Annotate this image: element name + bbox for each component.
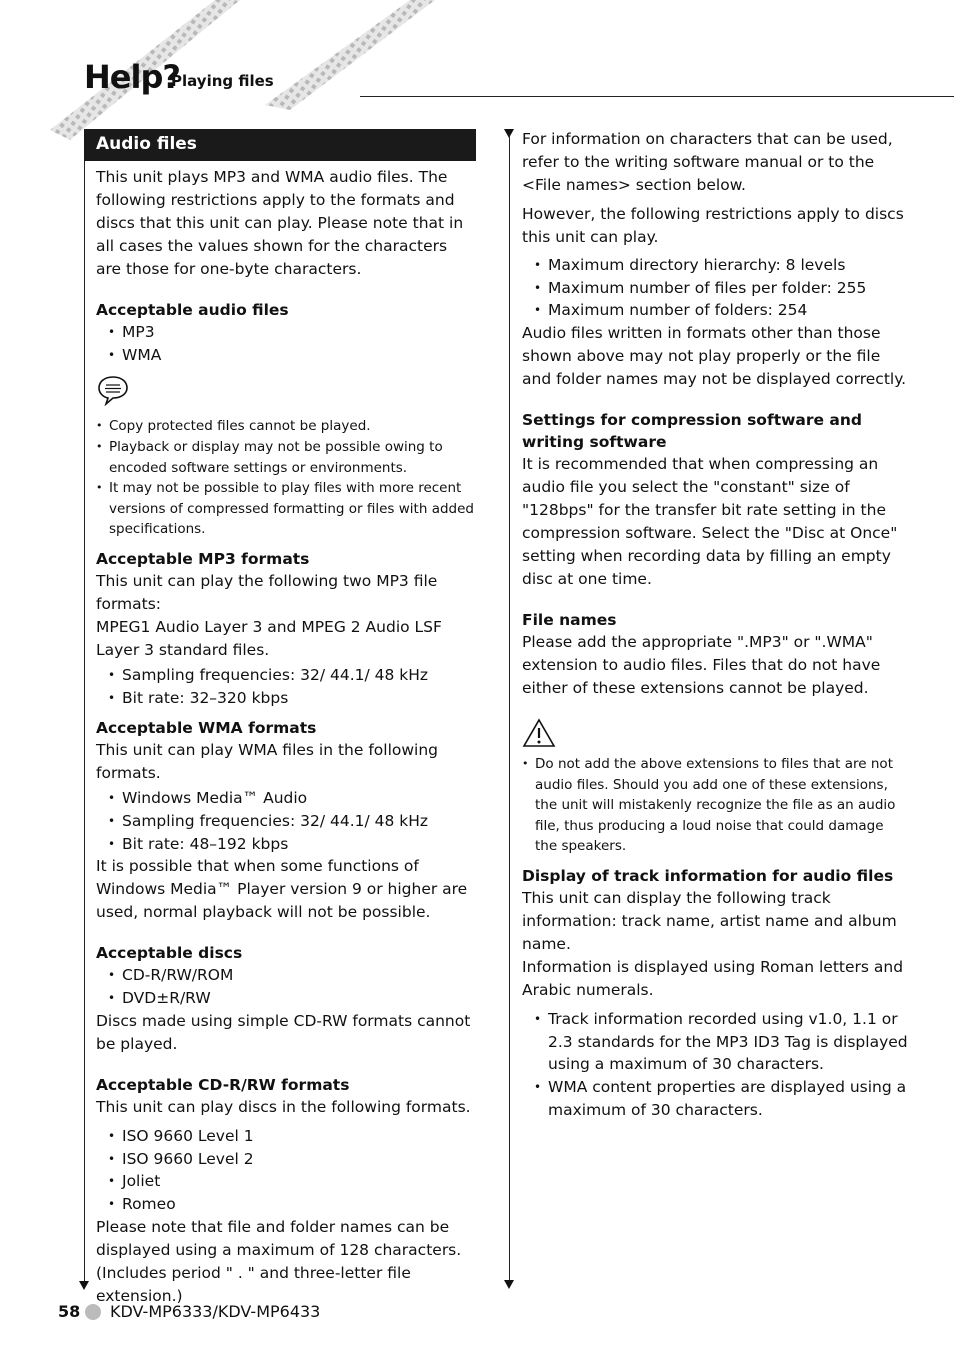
audio-files-list [96,321,476,366]
track-info-paragraph-1: This unit can display the following track information: track name, artist name and album name. [522,889,897,954]
right-column [522,128,908,1122]
footer-dot-icon [85,1304,101,1320]
list-item: • DVD±R/RW [96,987,476,1010]
list-item: • WMA [96,344,476,367]
list-item: • Do not add the above extensions to files that are not audio files. Should you add one of these extensions, the unit will mistakenly recognize the file as an audio file, thus producing a loud noise that could damage the speakers. [522,754,908,857]
list-item: • Bit rate: 32–320 kbps [96,687,476,710]
caution-list [522,754,908,857]
track-info-paragraph-2: Information is displayed using Roman letters and Arabic numerals. [522,958,904,1000]
intro-paragraph: This unit plays MP3 and WMA audio files. The following restrictions apply to the formats and discs that this unit can play. Please note that in all cases the values shown for the characters are those for one-byte characters. [96,168,464,278]
file-names-paragraph: Please add the appropriate ".MP3" or ".WMA" extension to audio files. Files that do not have either of these extensions cannot be played. [522,633,881,698]
limits-list [522,254,908,322]
list-item: • MP3 [96,321,476,344]
center-column-rule [509,134,510,1282]
list-item: • It may not be possible to play files with more recent versions of compressed formatting or files with added specifications. [96,478,476,540]
discs-list [96,964,476,1009]
page-header-subtitle: Playing files [171,72,274,90]
list-item: • Maximum directory hierarchy: 8 levels [522,254,908,277]
wma-paragraph-1: This unit can play WMA files in the following formats. [96,741,439,783]
list-item: • ISO 9660 Level 1 [96,1125,476,1148]
list-item: • WMA content properties are displayed using a maximum of 30 characters. [522,1076,908,1121]
wma-formats-heading: Acceptable WMA formats [96,719,317,738]
left-continue-arrow [79,1281,89,1290]
notes-list [96,416,476,540]
note-icon [96,374,476,414]
list-item: • Windows Media™ Audio [96,787,476,810]
left-column-rule [84,161,85,1283]
wma-paragraph-2: It is possible that when some functions of Windows Media™ Player version 9 or higher are used, normal playback will not be possible. [96,857,468,922]
discs-paragraph: Discs made using simple CD-RW formats cannot be played. [96,1011,471,1053]
model-name: KDV-MP6333/KDV-MP6433 [110,1302,321,1321]
track-info-list [522,1008,908,1122]
section-title-bar [84,129,476,161]
header-rule [360,96,954,97]
right-continue-arrow [504,1280,514,1289]
cdrw-formats-list [96,1125,476,1216]
restrictions-paragraph: However, the following restrictions apply to discs this unit can play. [522,205,904,246]
cdrw-paragraph-2: Please note that file and folder names can be displayed using a maximum of 128 characters. (Includes period " . " and three-letter file extension.) [96,1217,462,1305]
cdrw-paragraph-1: This unit can play discs in the following formats. [96,1097,471,1116]
mp3-paragraph-2: MPEG1 Audio Layer 3 and MPEG 2 Audio LSF Layer 3 standard files. [96,617,442,659]
track-info-heading: Display of track information for audio files [522,867,894,886]
audio-files-heading: Acceptable audio files [96,301,289,319]
compression-heading: Settings for compression software and writing software [522,411,863,452]
page-header-title: Help? [84,58,180,96]
formats-warning-paragraph: Audio files written in formats other than those shown above may not play properly or the file and folder names may not be displayed correctly. [522,324,907,389]
list-item: • Maximum number of files per folder: 255 [522,277,908,300]
mp3-formats-heading: Acceptable MP3 formats [96,549,310,568]
list-item: • Joliet [96,1170,476,1193]
wma-formats-list [96,787,476,855]
discs-heading: Acceptable discs [96,944,243,963]
list-item: • Sampling frequencies: 32/ 44.1/ 48 kHz [96,664,476,687]
list-item: • ISO 9660 Level 2 [96,1148,476,1171]
left-column [96,166,476,1308]
characters-paragraph: For information on characters that can be used, refer to the writing software manual or to the <File names> section below. [522,130,893,194]
mp3-paragraph-1: This unit can play the following two MP3 file formats: [96,571,438,613]
list-item: • Sampling frequencies: 32/ 44.1/ 48 kHz [96,810,476,833]
compression-paragraph: It is recommended that when compressing an audio file you select the "constant" size of "128bps" for the transfer bit rate setting in the compression software. Select the "Disc at Once" setting when recording data by filling an empty disc at one time. [522,455,898,589]
cdrw-formats-heading: Acceptable CD-R/RW formats [96,1075,350,1094]
file-names-heading: File names [522,611,617,630]
caution-icon [522,718,908,758]
page-number: 58 [58,1302,81,1321]
list-item: • CD-R/RW/ROM [96,964,476,987]
list-item: • Track information recorded using v1.0, 1.1 or 2.3 standards for the MP3 ID3 Tag is displayed using a maximum of 30 characters. [522,1008,908,1076]
list-item: • Playback or display may not be possible owing to encoded software settings or environments. [96,437,476,478]
list-item: • Romeo [96,1193,476,1216]
mp3-formats-list [96,664,476,709]
list-item: • Maximum number of folders: 254 [522,299,908,322]
list-item: • Copy protected files cannot be played. [96,416,476,437]
list-item: • Bit rate: 48–192 kbps [96,833,476,856]
section-title: Audio files [96,134,197,154]
